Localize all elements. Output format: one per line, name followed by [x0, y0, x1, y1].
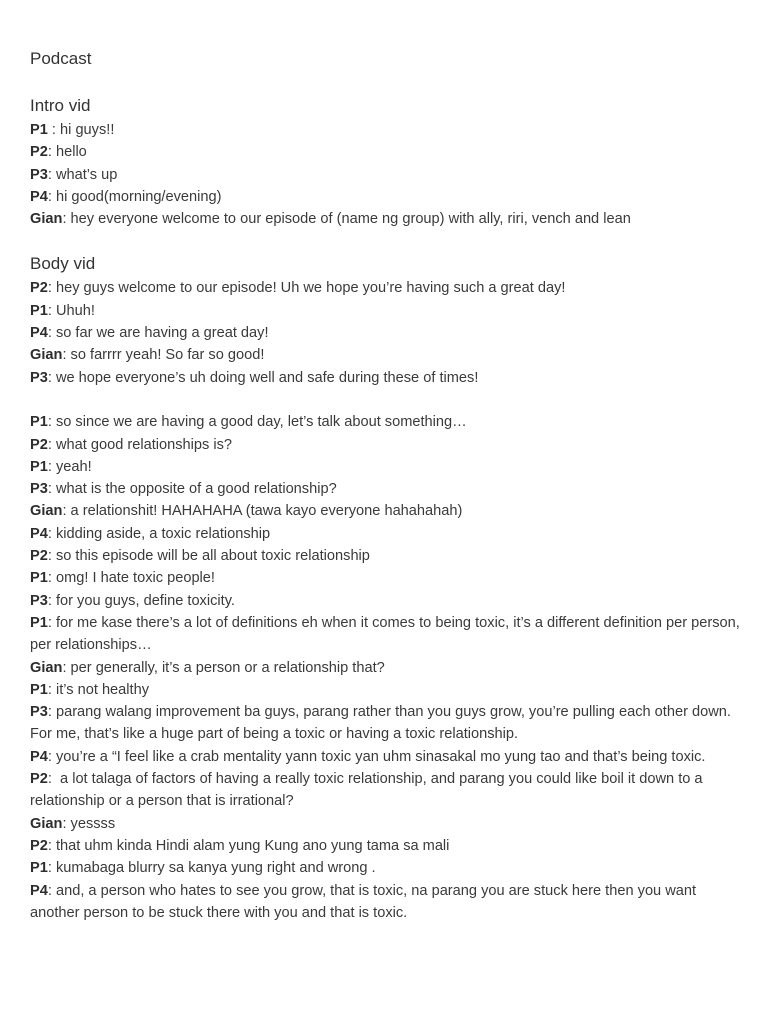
dialogue-line [30, 590, 746, 612]
speaker-label: P4 [30, 525, 48, 542]
speaker-label: P2 [30, 837, 48, 854]
dialogue-line [30, 567, 746, 589]
dialogue-text: for you guys, define toxicity. [55, 592, 235, 609]
speaker-label: P1 [30, 302, 48, 319]
speaker-label: P4 [30, 325, 48, 342]
speaker-label: P3 [30, 704, 48, 721]
speaker-separator: : [47, 614, 56, 631]
section-heading: Intro vid [30, 96, 91, 115]
paragraph-break [30, 389, 746, 411]
dialogue-line [30, 657, 746, 679]
section-heading: Body vid [30, 254, 96, 274]
dialogue-line [30, 768, 746, 813]
dialogue-text: hey everyone welcome to our episode of (name ng group) with ally, riri, vench and lean [70, 211, 631, 228]
speaker-separator: : [47, 704, 56, 721]
dialogue-line [30, 813, 746, 835]
speaker-label: Gian [30, 503, 63, 520]
speaker-separator: : [47, 860, 56, 877]
speaker-separator: : [47, 436, 56, 453]
speaker-separator: : [47, 369, 56, 386]
dialogue-line [30, 322, 746, 344]
dialogue-text: kumabaga blurry sa kanya yung right and wrong . [55, 860, 376, 877]
document-sections [30, 94, 746, 924]
dialogue-line [30, 679, 746, 701]
dialogue-text: it’s not healthy [55, 681, 149, 698]
dialogue-line [30, 500, 746, 522]
speaker-separator: : [47, 414, 56, 431]
speaker-label: P3 [30, 166, 48, 183]
dialogue-line [30, 300, 746, 322]
transcript-section [30, 252, 746, 924]
dialogue-line [30, 164, 746, 186]
dialogue-line [30, 523, 746, 545]
dialogue-text: yessss [70, 815, 116, 832]
dialogue-line [30, 746, 746, 768]
dialogue-text: so since we are having a good day, let’s talk about something… [55, 414, 467, 431]
dialogue-line [30, 835, 746, 857]
speaker-label: Gian [30, 815, 63, 832]
speaker-label: Gian [30, 659, 63, 676]
speaker-label: P4 [30, 882, 48, 899]
speaker-label: P3 [30, 592, 48, 609]
dialogue-line [30, 857, 746, 879]
dialogue-line [30, 119, 746, 141]
speaker-label: P1 [30, 570, 48, 587]
speaker-separator: : [47, 481, 56, 498]
document [30, 47, 746, 946]
dialogue-text: hello [55, 144, 87, 161]
dialogue-text: Uhuh! [55, 302, 95, 319]
dialogue-line [30, 344, 746, 366]
dialogue-text: hi good(morning/evening) [55, 188, 222, 205]
dialogue-group [30, 411, 746, 924]
dialogue-text: what’s up [55, 166, 118, 183]
dialogue-group [30, 119, 746, 230]
dialogue-text: you’re a “I feel like a crab mentality yann toxic yan uhm sinasakal mo yung tao and that’s being toxic. [55, 748, 706, 765]
dialogue-text: parang walang improvement ba guys, parang rather than you guys grow, you’re pulling each other down. For me, that’s like a huge part of being a toxic or having a toxic relationship. [30, 704, 731, 743]
speaker-separator: : [47, 144, 56, 161]
dialogue-text: so this episode will be all about toxic relationship [55, 548, 370, 565]
dialogue-text: per generally, it’s a person or a relationship that? [70, 659, 385, 676]
dialogue-text: omg! I hate toxic people! [55, 570, 215, 587]
speaker-separator: : [47, 771, 61, 788]
speaker-separator: : [47, 570, 56, 587]
speaker-separator: : [47, 748, 56, 765]
speaker-label: Gian [30, 347, 63, 364]
speaker-separator: : [62, 347, 71, 364]
dialogue-line [30, 411, 746, 433]
dialogue-line [30, 186, 746, 208]
dialogue-text: kidding aside, a toxic relationship [55, 525, 271, 542]
speaker-label: P2 [30, 548, 48, 565]
dialogue-line [30, 880, 746, 925]
speaker-label: P1 [30, 614, 48, 631]
dialogue-text: that uhm kinda Hindi alam yung Kung ano yung tama sa mali [55, 837, 450, 854]
speaker-separator: : [47, 592, 56, 609]
speaker-label: Gian [30, 211, 63, 228]
speaker-separator: : [47, 280, 56, 297]
dialogue-text: hey guys welcome to our episode! Uh we hope you’re having such a great day! [55, 280, 566, 297]
document-title: Podcast [30, 49, 92, 68]
speaker-separator: : [47, 166, 56, 183]
speaker-label: P1 [30, 122, 48, 138]
speaker-separator: : [47, 122, 61, 138]
dialogue-line [30, 612, 746, 657]
dialogue-line [30, 545, 746, 567]
dialogue-text: yeah! [55, 458, 92, 475]
speaker-label: P4 [30, 188, 48, 205]
dialogue-line [30, 208, 746, 230]
speaker-label: P1 [30, 414, 48, 431]
transcript-section [30, 94, 746, 230]
dialogue-line [30, 434, 746, 456]
speaker-separator: : [47, 525, 56, 542]
speaker-label: P3 [30, 481, 48, 498]
speaker-separator: : [62, 211, 71, 228]
dialogue-text: a relationshit! HAHAHAHA (tawa kayo everyone hahahahah) [70, 503, 463, 520]
speaker-label: P2 [30, 436, 48, 453]
speaker-label: P3 [30, 369, 48, 386]
speaker-separator: : [47, 837, 56, 854]
dialogue-group [30, 277, 746, 388]
dialogue-text: what is the opposite of a good relationship? [55, 481, 337, 498]
dialogue-line [30, 478, 746, 500]
dialogue-text: a lot talaga of factors of having a really toxic relationship, and parang you could like boil it down to a relationship or a person that is irrational? [30, 771, 703, 810]
speaker-separator: : [47, 458, 56, 475]
speaker-label: P4 [30, 748, 48, 765]
dialogue-text: hi guys!! [60, 122, 115, 138]
speaker-separator: : [62, 659, 71, 676]
dialogue-text: so farrrr yeah! So far so good! [70, 347, 265, 364]
speaker-label: P1 [30, 458, 48, 475]
speaker-label: P1 [30, 681, 48, 698]
speaker-label: P1 [30, 860, 48, 877]
speaker-separator: : [62, 503, 71, 520]
speaker-label: P2 [30, 144, 48, 161]
dialogue-line [30, 277, 746, 299]
dialogue-line [30, 701, 746, 746]
speaker-separator: : [47, 882, 56, 899]
speaker-separator: : [47, 325, 56, 342]
speaker-label: P2 [30, 280, 48, 297]
dialogue-text: for me kase there’s a lot of definitions eh when it comes to being toxic, it’s a different definition per person, per relationships… [30, 614, 740, 654]
speaker-separator: : [47, 681, 56, 698]
dialogue-line [30, 141, 746, 163]
dialogue-text: so far we are having a great day! [55, 325, 269, 342]
dialogue-text: what good relationships is? [55, 436, 233, 453]
speaker-separator: : [62, 815, 71, 832]
dialogue-text: we hope everyone’s uh doing well and safe during these of times! [55, 369, 479, 386]
dialogue-line [30, 367, 746, 389]
dialogue-text: and, a person who hates to see you grow, that is toxic, na parang you are stuck here then you want another person to be stuck there with you and that is toxic. [30, 882, 697, 921]
speaker-separator: : [47, 188, 56, 205]
speaker-separator: : [47, 548, 56, 565]
dialogue-line [30, 456, 746, 478]
speaker-separator: : [47, 302, 56, 319]
speaker-label: P2 [30, 771, 48, 788]
